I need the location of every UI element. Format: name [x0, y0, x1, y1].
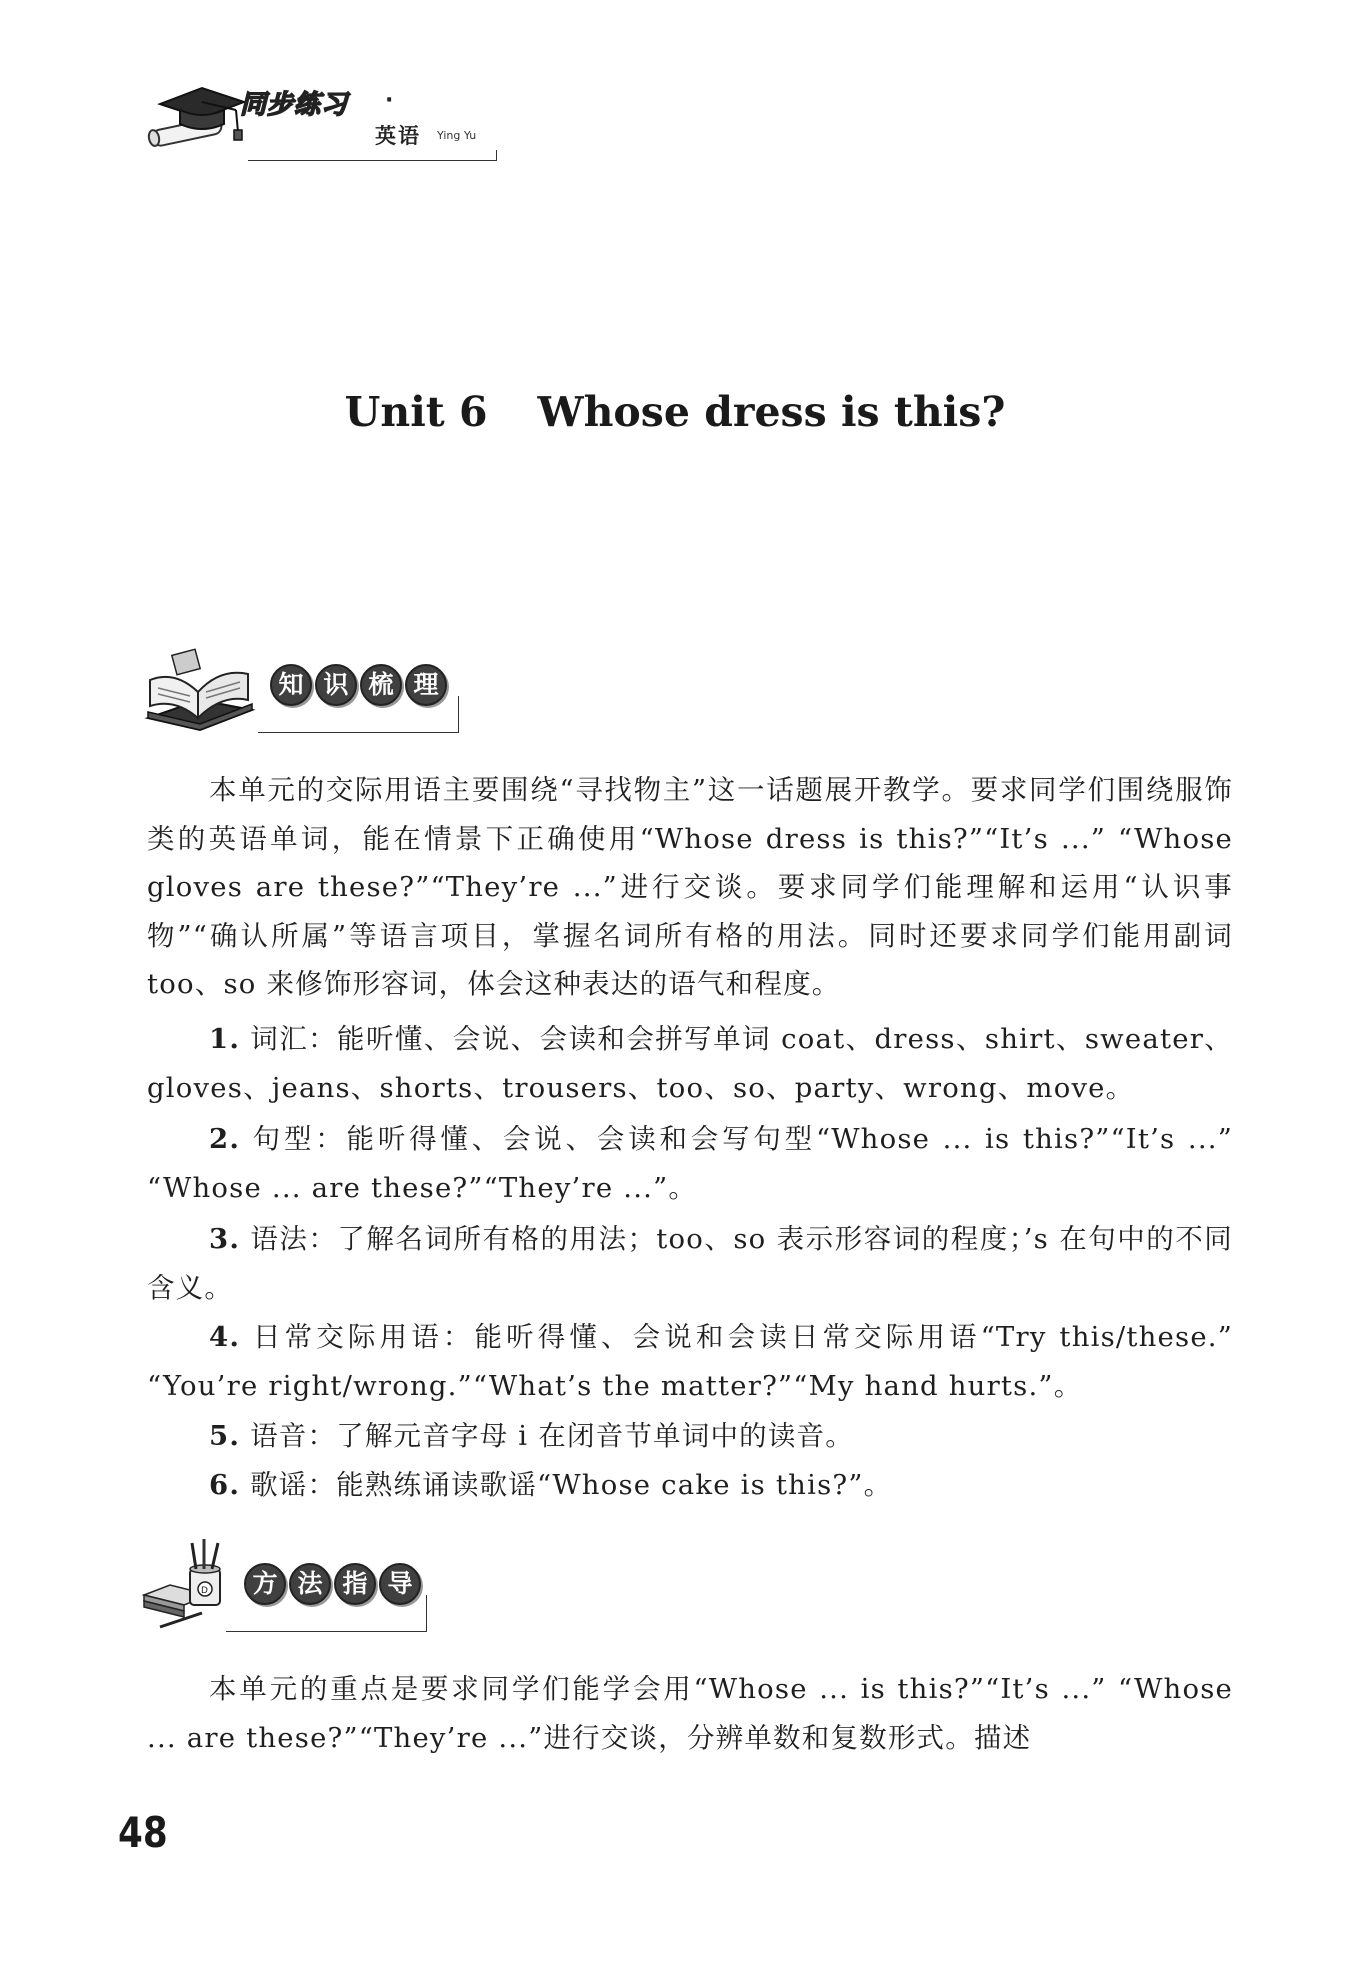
unit-title [0, 388, 1350, 436]
title-char: 方 [244, 1563, 286, 1605]
title-char: 梳 [360, 664, 402, 706]
item-number: 6. [209, 1469, 241, 1501]
title-char: 导 [379, 1563, 421, 1605]
header-separator: · [385, 88, 394, 113]
knowledge-item-2 [147, 1115, 1233, 1212]
item-text: 语音：了解元音字母 i 在闭音节单词中的读音。 [250, 1420, 854, 1452]
method-intro: 本单元的重点是要求同学们能学会用“Whose ... is this?”“It’s ...” “Whose ... are these?”“They’re ...”进行交谈，分辨单数和复数形式。描述 [147, 1673, 1233, 1754]
page-number: 48 [118, 1808, 168, 1857]
unit-number: Unit 6 [344, 388, 488, 436]
item-text: 歌谣：能熟练诵读歌谣“Whose cake is this?”。 [250, 1469, 893, 1501]
knowledge-intro: 本单元的交际用语主要围绕“寻找物主”这一话题展开教学。要求同学们围绕服饰类的英语单词，能在情景下正确使用“Whose dress is this?”“It’s ...” “Whose gloves are these?”“They’re ...”进行交谈。要求同学们能理解和运用“认识事物”“确认所属”等语言项目，掌握名词所有格的用法。同时还要求同学们能用副词 too、so 来修饰形容词，体会这种表达的语气和程度。 [147, 774, 1233, 1000]
open-book-icon [140, 640, 260, 740]
section-rule [226, 1595, 427, 1632]
subject-pinyin: Ying Yu [437, 129, 477, 142]
item-text: 语法：了解名词所有格的用法；too、so 表示形容词的程度；’s 在句中的不同含义。 [147, 1223, 1233, 1304]
title-char: 识 [315, 664, 357, 706]
series-title: 同步练习 [240, 90, 349, 120]
item-text: 句型：能听得懂、会说、会读和会写句型“Whose ... is this?”“It’s ...” “Whose ... are these?”“They’re ...”。 [147, 1123, 1233, 1204]
graduation-cap-icon [140, 80, 250, 160]
title-char: 理 [405, 664, 447, 706]
section-rule [258, 696, 459, 733]
section-heading-knowledge [140, 640, 470, 750]
item-number: 3. [209, 1223, 241, 1255]
item-text: 日常交际用语：能听得懂、会说和会读日常交际用语“Try this/these.” “You’re right/wrong.”“What’s the matter?”“My hand hurts.”。 [147, 1321, 1233, 1402]
unit-name: Whose dress is this? [537, 388, 1006, 436]
title-char: 知 [270, 664, 312, 706]
item-number: 4. [209, 1321, 241, 1353]
item-text: 词汇：能听懂、会说、会读和会拼写单词 coat、dress、shirt、sweater、gloves、jeans、shorts、trousers、too、so、party、wrong、move。 [147, 1023, 1233, 1104]
header-rule [248, 150, 497, 161]
item-number: 2. [209, 1123, 241, 1155]
knowledge-item-1 [147, 1015, 1233, 1112]
title-char: 法 [289, 1563, 331, 1605]
knowledge-item-5 [147, 1412, 1233, 1461]
item-number: 5. [209, 1420, 241, 1452]
subject-label: 英语 [375, 124, 421, 148]
knowledge-item-3 [147, 1215, 1233, 1312]
svg-text:D: D [201, 1586, 208, 1596]
running-header [140, 80, 500, 160]
knowledge-item-4 [147, 1313, 1233, 1410]
knowledge-item-6 [147, 1461, 1233, 1510]
section-heading-method [140, 1535, 470, 1645]
title-char: 指 [334, 1563, 376, 1605]
item-number: 1. [209, 1023, 241, 1055]
